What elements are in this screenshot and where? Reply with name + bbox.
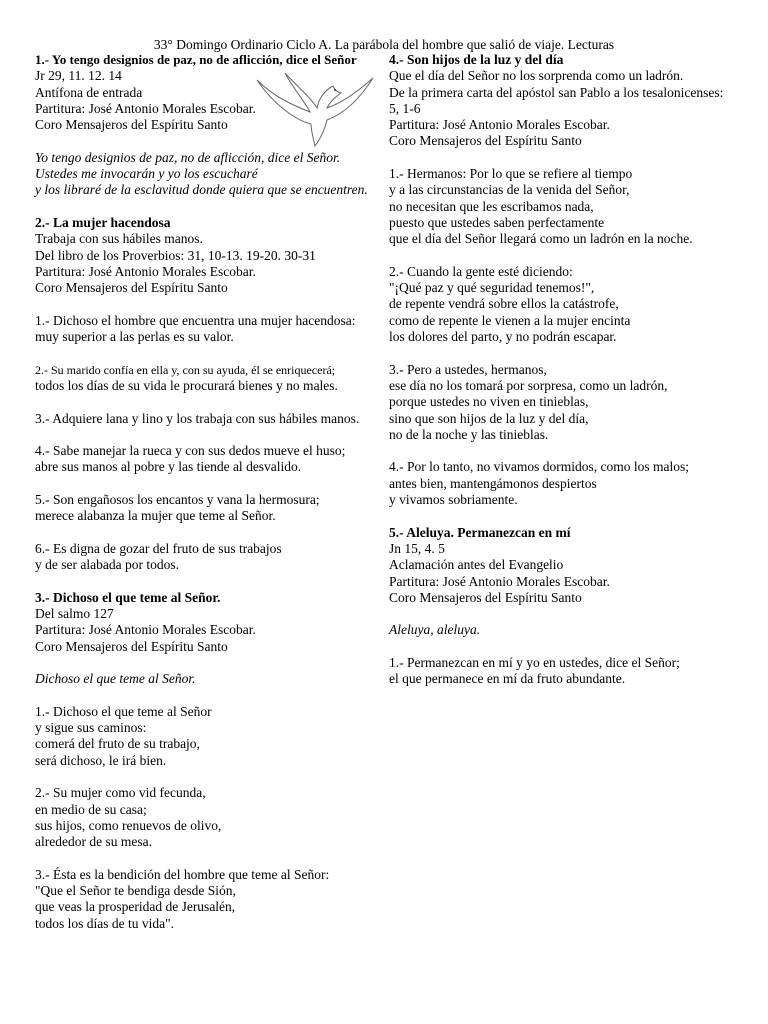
verse-line: ese día no los tomará por sorpresa, como un ladrón, <box>389 377 668 393</box>
verse-line: 2.- Su mujer como vid fecunda, <box>35 785 206 801</box>
verse-line: comerá del fruto de su trabajo, <box>35 736 200 752</box>
verse-line: 3.- Ésta es la bendición del hombre que teme al Señor: <box>35 866 330 882</box>
verse-line: todos los días de tu vida". <box>35 915 175 931</box>
verse-line: muy superior a las perlas es su valor. <box>35 329 234 345</box>
verse-line: 2.- Cuando la gente esté diciendo: <box>389 263 573 279</box>
refrain-line: Aleluya, aleluya. <box>389 622 481 638</box>
refrain-line: y los libraré de la esclavitud donde quiera que se encuentren. <box>35 182 368 198</box>
verse-line: y sigue sus caminos: <box>35 720 147 736</box>
verse-line: 4.- Por lo tanto, no vivamos dormidos, como los malos; <box>389 459 689 475</box>
score-credit: Partitura: José Antonio Morales Escobar. <box>35 263 256 279</box>
verse-line: sino que son hijos de la luz y del día, <box>389 410 589 426</box>
verse-line: 2.- Su marido confía en ella y, con su ayuda, él se enriquecerá; <box>35 362 336 377</box>
verse-line: "Que el Señor te bendiga desde Sión, <box>35 883 236 899</box>
subtitle: Que el día del Señor no los sorprenda como un ladrón. <box>389 68 684 84</box>
verse-line: que el día del Señor llegará como un ladrón en la noche. <box>389 231 693 247</box>
score-credit: Partitura: José Antonio Morales Escobar. <box>389 117 610 133</box>
verse-line: en medio de su casa; <box>35 801 147 817</box>
section-heading: 1.- Yo tengo designios de paz, no de aflicción, dice el Señor <box>35 52 357 67</box>
refrain-line: Dichoso el que teme al Señor. <box>35 671 196 687</box>
verse-line: y de ser alabada por todos. <box>35 557 179 573</box>
choir-credit: Coro Mensajeros del Espíritu Santo <box>389 589 582 605</box>
verse-line: no de la noche y las tinieblas. <box>389 426 549 442</box>
verse-line: no necesitan que les escribamos nada, <box>389 198 594 214</box>
left-column <box>35 52 385 932</box>
verse-line: abre sus manos al pobre y las tiende al desvalido. <box>35 459 302 475</box>
verse-line: todos los días de su vida le procurará bienes y no males. <box>35 377 338 393</box>
verse-line: 1.- Dichoso el hombre que encuentra una mujer hacendosa: <box>35 312 356 328</box>
reading-kind: Aclamación antes del Evangelio <box>389 557 564 573</box>
verse-line: 1.- Permanezcan en mí y yo en ustedes, dice el Señor; <box>389 654 680 670</box>
right-column <box>389 52 759 688</box>
verse-line: puesto que ustedes saben perfectamente <box>389 214 605 230</box>
subtitle: Trabaja con sus hábiles manos. <box>35 231 203 247</box>
verse-line: 3.- Pero a ustedes, hermanos, <box>389 361 547 377</box>
verse-line: que veas la prosperidad de Jerusalén, <box>35 899 236 915</box>
choir-credit: Coro Mensajeros del Espíritu Santo <box>35 117 228 133</box>
verse-line: 3.- Adquiere lana y lino y los trabaja con sus hábiles manos. <box>35 410 360 426</box>
verse-line: 6.- Es digna de gozar del fruto de sus trabajos <box>35 540 282 556</box>
verse-line: "¡Qué paz y qué seguridad tenemos!", <box>389 280 595 296</box>
section-heading: 4.- Son hijos de la luz y del día <box>389 52 564 67</box>
verse-line: como de repente le vienen a la mujer encinta <box>389 312 631 328</box>
verse-line: 5.- Son engañosos los encantos y vana la hermosura; <box>35 492 320 508</box>
verse-line: antes bien, mantengámonos despiertos <box>389 475 597 491</box>
reference: Jr 29, 11. 12. 14 <box>35 68 122 84</box>
verse-line: el que permanece en mí da fruto abundante. <box>389 671 626 687</box>
reading-kind: Antífona de entrada <box>35 84 143 100</box>
refrain-line: Ustedes me invocarán y yo los escucharé <box>35 166 258 182</box>
verse-line: porque ustedes no viven en tinieblas, <box>389 394 589 410</box>
reference: De la primera carta del apóstol san Pablo a los tesalonicenses: <box>389 84 724 100</box>
verse-line: y vivamos sobriamente. <box>389 492 518 508</box>
verse-line: alrededor de su mesa. <box>35 834 152 850</box>
verse-line: merece alabanza la mujer que teme al Señor. <box>35 508 276 524</box>
choir-credit: Coro Mensajeros del Espíritu Santo <box>35 280 228 296</box>
choir-credit: Coro Mensajeros del Espíritu Santo <box>389 133 582 149</box>
section-heading: 5.- Aleluya. Permanezcan en mí <box>389 524 571 540</box>
verse-line: los dolores del parto, y no podrán escapar. <box>389 329 617 345</box>
score-credit: Partitura: José Antonio Morales Escobar. <box>389 573 610 589</box>
verse-line: 1.- Hermanos: Por lo que se refiere al tiempo <box>389 166 633 182</box>
section-heading: 2.- La mujer hacendosa <box>35 214 171 230</box>
refrain-line: Yo tengo designios de paz, no de aflicción, dice el Señor. <box>35 149 341 165</box>
verse-line: sus hijos, como renuevos de olivo, <box>35 817 222 833</box>
reference: Del libro de los Proverbios: 31, 10-13. 19-20. 30-31 <box>35 247 316 263</box>
verse-line: de repente vendrá sobre ellos la catástrofe, <box>389 296 619 312</box>
score-credit: Partitura: José Antonio Morales Escobar. <box>35 100 256 116</box>
verse-line: y a las circunstancias de la venida del Señor, <box>389 182 630 198</box>
verse-line: será dichoso, le irá bien. <box>35 752 167 768</box>
choir-credit: Coro Mensajeros del Espíritu Santo <box>35 638 228 654</box>
score-credit: Partitura: José Antonio Morales Escobar. <box>35 622 256 638</box>
reference: Jn 15, 4. 5 <box>389 540 445 556</box>
reference: Del salmo 127 <box>35 606 114 622</box>
section-heading: 3.- Dichoso el que teme al Señor. <box>35 589 221 605</box>
reference: 5, 1-6 <box>389 100 421 116</box>
verse-line: 4.- Sabe manejar la rueca y con sus dedos mueve el huso; <box>35 443 346 459</box>
verse-line: 1.- Dichoso el que teme al Señor <box>35 703 212 719</box>
page-title: 33° Domingo Ordinario Ciclo A. La parábola del hombre que salió de viaje. Lecturas <box>153 37 615 52</box>
